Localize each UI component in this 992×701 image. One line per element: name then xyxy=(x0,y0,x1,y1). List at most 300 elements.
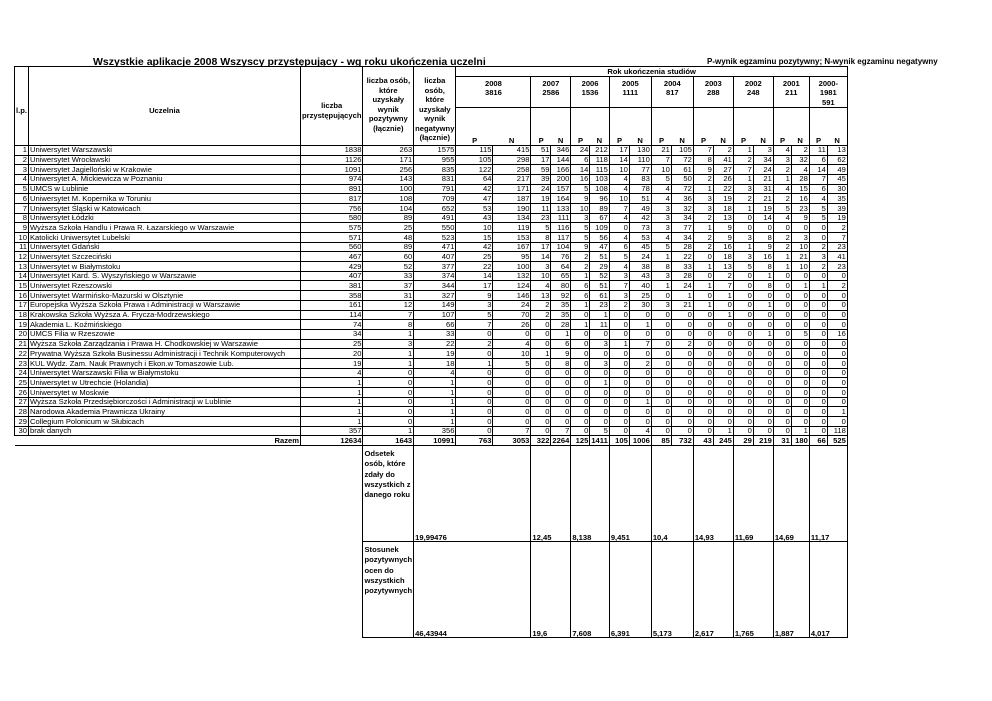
cell-n: 171 xyxy=(493,184,531,194)
cell-p: 6 xyxy=(809,155,827,165)
row-total: 407 xyxy=(300,271,363,281)
cell-n: 2 xyxy=(629,358,651,368)
cell-n: 104 xyxy=(551,242,571,252)
summary-row xyxy=(15,542,848,638)
cell-n: 0 xyxy=(753,349,773,359)
cell-n: 32 xyxy=(791,155,809,165)
cell-p: 5 xyxy=(571,223,590,233)
row-lp: 16 xyxy=(15,291,29,301)
cell-p: 2 xyxy=(773,194,791,204)
cell-p: 0 xyxy=(571,378,590,388)
cell-p: 0 xyxy=(773,271,791,281)
cell-n: 25 xyxy=(629,291,651,301)
cell-p: 0 xyxy=(609,358,629,368)
cell-n: 190 xyxy=(493,203,531,213)
cell-p: 0 xyxy=(693,378,713,388)
row-positive: 52 xyxy=(363,262,414,272)
cell-n: 0 xyxy=(753,378,773,388)
cell-n: 110 xyxy=(629,155,651,165)
year-count: 3816 xyxy=(484,88,502,98)
cell-n: 0 xyxy=(590,397,609,407)
cell-n: 0 xyxy=(753,397,773,407)
cell-n: 124 xyxy=(493,281,531,291)
cell-p: 11 xyxy=(531,203,551,213)
cell-n: 1 xyxy=(713,291,733,301)
row-lp: 20 xyxy=(15,329,29,339)
cell-p: 0 xyxy=(609,397,629,407)
totals-cell: 31 xyxy=(773,436,791,446)
cell-n: 1 xyxy=(590,378,609,388)
cell-n: 22 xyxy=(713,184,733,194)
row-lp: 25 xyxy=(15,378,29,388)
row-lp: 18 xyxy=(15,310,29,320)
cell-p: 5 xyxy=(571,184,590,194)
row-total: 756 xyxy=(300,203,363,213)
cell-n: 0 xyxy=(791,291,809,301)
cell-n: 0 xyxy=(551,417,571,427)
cell-p: 0 xyxy=(693,339,713,349)
cell-n: 92 xyxy=(551,291,571,301)
cell-p: 7 xyxy=(456,320,493,330)
table-row xyxy=(15,262,848,272)
n-header: N xyxy=(493,136,531,145)
table-row xyxy=(15,388,848,398)
cell-p: 0 xyxy=(773,378,791,388)
cell-p: 4 xyxy=(609,184,629,194)
cell-n: 16 xyxy=(827,329,847,339)
cell-p: 0 xyxy=(456,417,493,427)
cell-p: 0 xyxy=(456,397,493,407)
year-spacer xyxy=(733,108,773,137)
cell-n: 7 xyxy=(827,233,847,243)
cell-p: 2 xyxy=(693,242,713,252)
cell-n: 1 xyxy=(791,281,809,291)
row-university: Uniwersytet A. Mickiewicza w Poznaniu xyxy=(28,174,300,184)
row-lp: 12 xyxy=(15,252,29,262)
cell-n: 117 xyxy=(551,233,571,243)
totals-cell: 763 xyxy=(456,436,493,446)
cell-p: 14 xyxy=(531,252,551,262)
cell-n: 0 xyxy=(671,368,693,378)
table-row xyxy=(15,310,848,320)
year-count: 817 xyxy=(665,88,679,98)
cell-p: 0 xyxy=(809,378,827,388)
cell-p: 0 xyxy=(571,417,590,427)
row-negative: 66 xyxy=(414,320,456,330)
cell-n: 38 xyxy=(629,262,651,272)
cell-p: 9 xyxy=(693,165,713,175)
cell-n: 0 xyxy=(671,407,693,417)
row-negative: 1 xyxy=(414,388,456,398)
cell-p: 0 xyxy=(773,339,791,349)
cell-n: 2 xyxy=(791,145,809,155)
row-negative: 1 xyxy=(414,407,456,417)
cell-p: 0 xyxy=(693,397,713,407)
cell-n: 0 xyxy=(791,320,809,330)
cell-n: 115 xyxy=(590,165,609,175)
row-negative: 471 xyxy=(414,242,456,252)
cell-n: 9 xyxy=(753,242,773,252)
cell-n: 8 xyxy=(551,358,571,368)
cell-p: 7 xyxy=(651,155,671,165)
row-total: 560 xyxy=(300,242,363,252)
cell-n: 26 xyxy=(713,174,733,184)
year-spacer xyxy=(571,108,609,137)
cell-n: 0 xyxy=(671,417,693,427)
cell-n: 9 xyxy=(713,233,733,243)
summary-spacer xyxy=(15,446,363,542)
cell-n: 0 xyxy=(629,349,651,359)
cell-p: 17 xyxy=(609,145,629,155)
cell-p: 0 xyxy=(733,223,753,233)
table-row xyxy=(15,349,848,359)
cell-n: 0 xyxy=(827,378,847,388)
cell-p: 7 xyxy=(693,145,713,155)
row-university: KUL Wydz. Zam. Nauk Prawnych i Ekon.w Tomaszowie Lub. xyxy=(28,358,300,368)
table-row xyxy=(15,194,848,204)
neg-header: liczba osób, które uzyskały wynik negatywny (łącznie) xyxy=(414,76,456,145)
cell-p: 53 xyxy=(456,203,493,213)
cell-n: 0 xyxy=(671,310,693,320)
cell-p: 0 xyxy=(773,426,791,436)
row-negative: 33 xyxy=(414,329,456,339)
cell-n: 0 xyxy=(791,407,809,417)
row-negative: 791 xyxy=(414,184,456,194)
cell-p: 3 xyxy=(609,291,629,301)
cell-n: 0 xyxy=(713,397,733,407)
cell-n: 133 xyxy=(551,203,571,213)
year-header xyxy=(733,76,773,107)
cell-n: 49 xyxy=(827,165,847,175)
cell-p: 42 xyxy=(456,242,493,252)
cell-n: 0 xyxy=(791,378,809,388)
summary-row xyxy=(15,446,848,542)
year-spacer xyxy=(456,108,531,137)
cell-p: 0 xyxy=(733,310,753,320)
cell-p: 4 xyxy=(609,233,629,243)
totals-positive: 1643 xyxy=(363,436,414,446)
cell-n: 5 xyxy=(493,358,531,368)
row-total: 1 xyxy=(300,388,363,398)
cell-n: 51 xyxy=(629,194,651,204)
cell-p: 0 xyxy=(809,388,827,398)
cell-p: 0 xyxy=(733,397,753,407)
cell-n: 0 xyxy=(590,329,609,339)
cell-p: 14 xyxy=(571,165,590,175)
n-header: N xyxy=(629,136,651,145)
cell-n: 72 xyxy=(671,184,693,194)
cell-n: 24 xyxy=(753,165,773,175)
n-header: N xyxy=(753,136,773,145)
row-positive: 108 xyxy=(363,194,414,204)
year-count: 1111 xyxy=(622,88,639,98)
cell-p: 2 xyxy=(693,174,713,184)
cell-p: 17 xyxy=(456,281,493,291)
row-positive: 3 xyxy=(363,339,414,349)
cell-p: 0 xyxy=(733,300,753,310)
cell-p: 0 xyxy=(531,368,551,378)
cell-p: 0 xyxy=(733,378,753,388)
cell-n: 0 xyxy=(753,417,773,427)
cell-n: 77 xyxy=(629,165,651,175)
row-positive: 143 xyxy=(363,174,414,184)
cell-n: 6 xyxy=(551,339,571,349)
cell-n: 0 xyxy=(551,378,571,388)
cell-n: 22 xyxy=(671,252,693,262)
row-lp: 3 xyxy=(15,165,29,175)
row-total: 817 xyxy=(300,194,363,204)
cell-n: 1 xyxy=(827,407,847,417)
cell-n: 144 xyxy=(551,155,571,165)
cell-n: 21 xyxy=(791,252,809,262)
cell-p: 0 xyxy=(609,407,629,417)
cell-n: 157 xyxy=(551,184,571,194)
table-row xyxy=(15,426,848,436)
cell-p: 2 xyxy=(693,213,713,223)
cell-n: 13 xyxy=(713,262,733,272)
cell-p: 1 xyxy=(571,320,590,330)
totals-cell: 732 xyxy=(671,436,693,446)
year-header xyxy=(531,76,571,107)
cell-p: 42 xyxy=(456,184,493,194)
cell-p: 24 xyxy=(571,145,590,155)
cell-p: 0 xyxy=(571,368,590,378)
cell-n: 108 xyxy=(590,184,609,194)
cell-p: 2 xyxy=(773,165,791,175)
row-positive: 0 xyxy=(363,368,414,378)
cell-p: 2 xyxy=(733,155,753,165)
year-header xyxy=(651,76,693,107)
row-positive: 256 xyxy=(363,165,414,175)
cell-n: 7 xyxy=(493,426,531,436)
cell-p: 6 xyxy=(609,242,629,252)
pos-header: liczba osób, które uzyskały wynik pozytywny (łącznie) xyxy=(363,76,414,145)
n-header: N xyxy=(671,136,693,145)
cell-p: 0 xyxy=(773,368,791,378)
cell-n: 7 xyxy=(629,339,651,349)
cell-n: 0 xyxy=(671,378,693,388)
totals-cell: 1006 xyxy=(629,436,651,446)
summary-value: 4,017 xyxy=(809,542,847,638)
table-row xyxy=(15,281,848,291)
row-lp: 22 xyxy=(15,349,29,359)
cell-n: 15 xyxy=(791,184,809,194)
cell-p: 0 xyxy=(531,358,551,368)
row-total: 1838 xyxy=(300,145,363,155)
cell-p: 0 xyxy=(809,397,827,407)
cell-p: 6 xyxy=(571,281,590,291)
cell-n: 33 xyxy=(671,262,693,272)
cell-p: 2 xyxy=(456,339,493,349)
row-positive: 171 xyxy=(363,155,414,165)
cell-p: 6 xyxy=(571,291,590,301)
row-total: 974 xyxy=(300,174,363,184)
cell-p: 0 xyxy=(531,417,551,427)
uczelnia-header: Uczelnia xyxy=(28,76,300,145)
row-lp: 27 xyxy=(15,397,29,407)
row-positive: 0 xyxy=(363,407,414,417)
cell-p: 59 xyxy=(531,165,551,175)
cell-p: 3 xyxy=(733,184,753,194)
row-negative: 4 xyxy=(414,368,456,378)
cell-p: 3 xyxy=(609,271,629,281)
row-negative: 709 xyxy=(414,194,456,204)
cell-n: 21 xyxy=(671,300,693,310)
summary-value: 5,173 xyxy=(651,542,693,638)
cell-p: 0 xyxy=(693,329,713,339)
row-positive: 8 xyxy=(363,320,414,330)
row-total: 429 xyxy=(300,262,363,272)
cell-n: 34 xyxy=(753,155,773,165)
row-total: 1 xyxy=(300,397,363,407)
cell-p: 0 xyxy=(809,426,827,436)
cell-n: 1 xyxy=(629,320,651,330)
summary-spacer xyxy=(15,542,363,638)
cell-p: 1 xyxy=(693,281,713,291)
year-header xyxy=(809,76,847,107)
summary-value: 6,391 xyxy=(609,542,651,638)
summary-value: 11,17 xyxy=(809,446,847,542)
cell-p: 7 xyxy=(609,203,629,213)
cell-p: 0 xyxy=(773,397,791,407)
cell-n: 119 xyxy=(493,223,531,233)
cell-p: 0 xyxy=(773,358,791,368)
cell-p: 0 xyxy=(609,329,629,339)
row-negative: 374 xyxy=(414,271,456,281)
cell-p: 1 xyxy=(651,252,671,262)
cell-p: 0 xyxy=(809,310,827,320)
cell-n: 53 xyxy=(629,233,651,243)
row-lp: 14 xyxy=(15,271,29,281)
cell-n: 0 xyxy=(493,397,531,407)
row-lp: 29 xyxy=(15,417,29,427)
cell-p: 0 xyxy=(733,329,753,339)
cell-n: 0 xyxy=(629,329,651,339)
table-row xyxy=(15,184,848,194)
cell-n: 23 xyxy=(590,300,609,310)
cell-n: 0 xyxy=(713,339,733,349)
cell-p: 0 xyxy=(693,291,713,301)
cell-p: 0 xyxy=(651,407,671,417)
cell-p: 0 xyxy=(571,310,590,320)
cell-p: 0 xyxy=(571,397,590,407)
cell-n: 26 xyxy=(493,320,531,330)
cell-p: 1 xyxy=(456,358,493,368)
cell-p: 2 xyxy=(809,262,827,272)
row-total: 114 xyxy=(300,310,363,320)
summary-label: Odsetek osób, które zdały do wszystkich z danego roku xyxy=(363,446,414,542)
totals-cell: 43 xyxy=(693,436,713,446)
cell-p: 0 xyxy=(773,320,791,330)
year-count: 2586 xyxy=(542,88,560,98)
cell-p: 1 xyxy=(733,174,753,184)
year-label: 2007 xyxy=(542,78,560,88)
cell-p: 0 xyxy=(693,426,713,436)
cell-n: 8 xyxy=(753,262,773,272)
cell-p: 0 xyxy=(809,349,827,359)
row-total: 1 xyxy=(300,417,363,427)
summary-value: 12,45 xyxy=(531,446,571,542)
cell-p: 2 xyxy=(773,242,791,252)
row-university: Wyższa Szkoła Handlu i Prawa R. Łazarskiego w Warszawie xyxy=(28,223,300,233)
cell-n: 19 xyxy=(713,194,733,204)
cell-n: 23 xyxy=(791,203,809,213)
totals-cell: 525 xyxy=(827,436,847,446)
cell-n: 1 xyxy=(753,329,773,339)
row-negative: 1575 xyxy=(414,145,456,155)
row-university: Katolicki Uniwersytet Lubelski xyxy=(28,233,300,243)
cell-n: 0 xyxy=(791,358,809,368)
cell-n: 415 xyxy=(493,145,531,155)
year-label: 2004 xyxy=(663,78,681,88)
year-header xyxy=(609,76,651,107)
table-row xyxy=(15,155,848,165)
cell-p: 7 xyxy=(733,165,753,175)
cell-n: 0 xyxy=(629,368,651,378)
cell-p: 0 xyxy=(733,388,753,398)
cell-p: 3 xyxy=(651,223,671,233)
p-header: P xyxy=(651,136,671,145)
row-positive: 48 xyxy=(363,233,414,243)
cell-n: 0 xyxy=(753,407,773,417)
summary-value: 11,69 xyxy=(733,446,773,542)
cell-n: 67 xyxy=(590,213,609,223)
table-row xyxy=(15,329,848,339)
row-negative: 22 xyxy=(414,339,456,349)
cell-p: 0 xyxy=(809,339,827,349)
cell-p: 0 xyxy=(609,426,629,436)
row-negative: 149 xyxy=(414,300,456,310)
totals-cell: 219 xyxy=(753,436,773,446)
cell-n: 0 xyxy=(753,368,773,378)
rok-ukonczenia-header: Rok ukończenia studiów xyxy=(456,67,847,77)
cell-p: 0 xyxy=(571,339,590,349)
cell-p: 15 xyxy=(456,233,493,243)
table-row xyxy=(15,252,848,262)
totals-label: Razem xyxy=(15,436,301,446)
row-total: 74 xyxy=(300,320,363,330)
cell-n: 8 xyxy=(753,281,773,291)
row-positive: 60 xyxy=(363,252,414,262)
cell-n: 2 xyxy=(827,223,847,233)
row-lp: 6 xyxy=(15,194,29,204)
row-lp: 9 xyxy=(15,223,29,233)
cell-p: 0 xyxy=(809,233,827,243)
cell-n: 2 xyxy=(713,271,733,281)
cell-p: 0 xyxy=(531,378,551,388)
totals-cell: 245 xyxy=(713,436,733,446)
cell-p: 0 xyxy=(651,291,671,301)
row-positive: 1 xyxy=(363,426,414,436)
cell-n: 118 xyxy=(590,155,609,165)
cell-p: 0 xyxy=(809,329,827,339)
row-lp: 19 xyxy=(15,320,29,330)
cell-n: 0 xyxy=(590,388,609,398)
cell-n: 19 xyxy=(827,213,847,223)
row-lp: 15 xyxy=(15,281,29,291)
row-total: 357 xyxy=(300,426,363,436)
cell-p: 2 xyxy=(693,233,713,243)
row-lp: 11 xyxy=(15,242,29,252)
row-university: Europejska Wyższa Szkoła Prawa i Administracji w Warszawie xyxy=(28,300,300,310)
p-header: P xyxy=(809,136,827,145)
cell-p: 1 xyxy=(571,271,590,281)
cell-p: 1 xyxy=(531,349,551,359)
cell-n: 9 xyxy=(713,223,733,233)
cell-n: 23 xyxy=(827,262,847,272)
table-row xyxy=(15,339,848,349)
p-header: P xyxy=(693,136,713,145)
